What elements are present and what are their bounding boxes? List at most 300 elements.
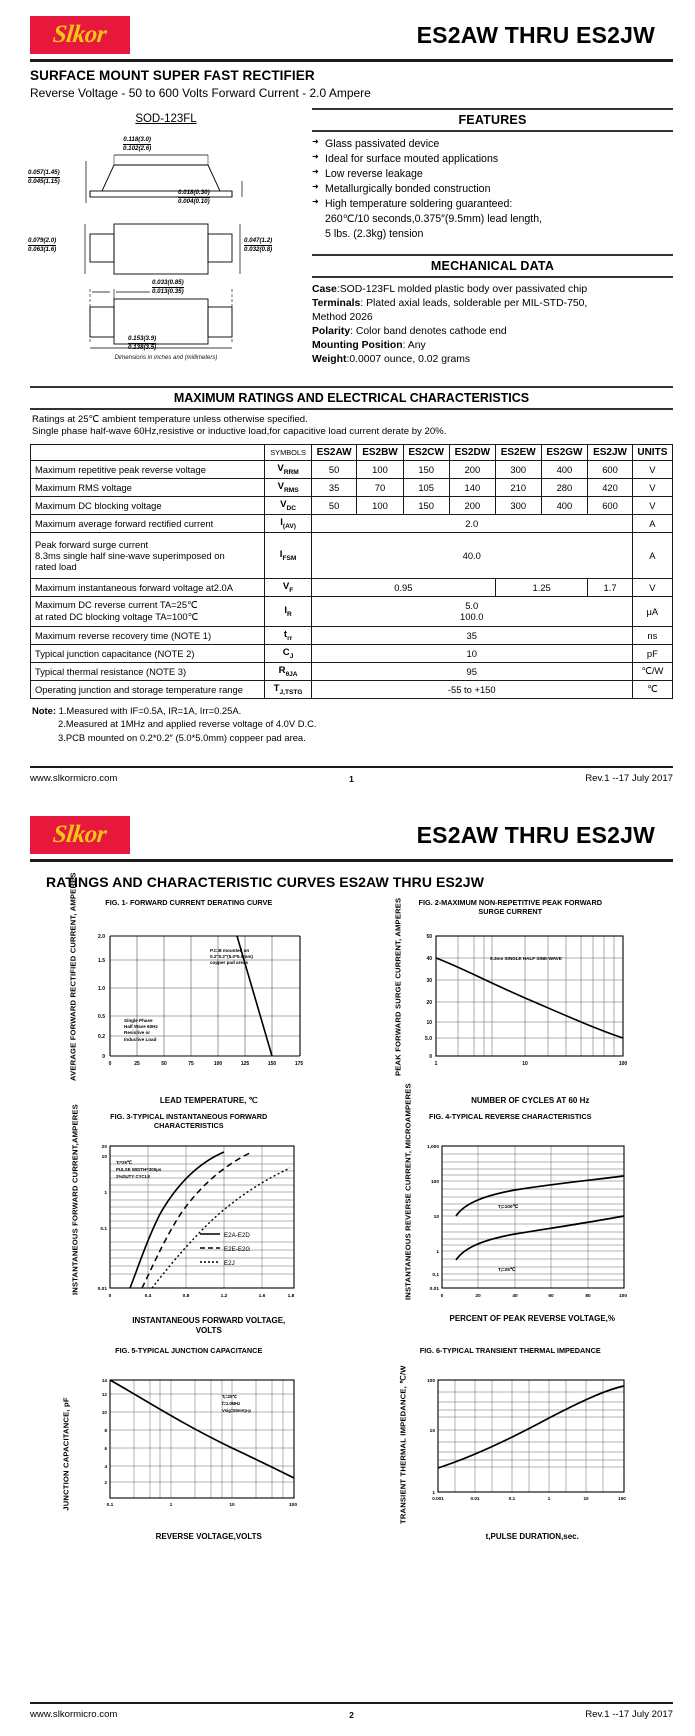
mechanical-row-value: :SOD-123FL molded plastic body over passivated chip	[336, 284, 588, 296]
ratings-table-body	[31, 461, 673, 698]
feature-subline: 260℃/10 seconds,0.375″(9.5mm) lead length,	[325, 213, 543, 226]
svg-text:100: 100	[288, 1503, 298, 1508]
svg-text:10: 10	[425, 1020, 432, 1026]
dim-pad-bot: 0.032(0.8)	[244, 245, 273, 253]
fig5-anno-0: Tⱼ=25℃	[222, 1394, 238, 1399]
fig6-title: FIG. 6-TYPICAL TRANSIENT THERMAL IMPEDANCE	[419, 1346, 601, 1355]
svg-text:1: 1	[434, 1061, 437, 1067]
mechanical-row-label: Mounting Position	[312, 340, 403, 352]
svg-text:1: 1	[547, 1496, 550, 1501]
top-content-columns	[0, 100, 695, 380]
fig4-anno-0: Tⱼ=100℃	[497, 1205, 518, 1210]
features-list	[312, 137, 673, 212]
symbol-subscript: FSM	[282, 554, 297, 562]
feature-item	[312, 137, 673, 152]
value-cell: 400	[541, 497, 588, 515]
svg-text:100: 100	[430, 1180, 439, 1185]
feature-subline: 5 lbs. (2.3kg) tension	[325, 228, 424, 241]
fig6-ylabel: TRANSIENT THERMAL IMPEDANCE, ℃/W	[398, 1365, 408, 1524]
unit-cell: ns	[632, 626, 672, 644]
table-row	[31, 579, 673, 597]
value-cell: 420	[588, 479, 632, 497]
parameter-name-cell: Typical thermal resistance (NOTE 3)	[31, 662, 265, 680]
features-subtext	[312, 212, 673, 242]
ratings-table	[30, 444, 673, 698]
svg-text:150: 150	[267, 1061, 277, 1067]
feature-item	[312, 182, 673, 197]
value-cell: 200	[449, 461, 495, 479]
symbol-cell: $I_{(AV)}$	[265, 515, 311, 533]
footer-revision-2: Rev.1 --17 July 2017	[585, 1709, 673, 1720]
footer-revision: Rev.1 --17 July 2017	[585, 773, 673, 784]
dim-gap-bot: 0.013(0.35)	[152, 287, 184, 295]
value-cell: 280	[541, 479, 588, 497]
symbol-cell: $V_{RRM}$	[265, 461, 311, 479]
parameter-name-cell: Maximum instantaneous forward voltage at2.0A	[31, 579, 265, 597]
page-title: ES2AW THRU ES2JW	[416, 21, 655, 48]
fig2-ylabel: PEAK FORWARD SURGE CURRENT, AMPERES	[393, 897, 403, 1076]
ratings-conditions	[30, 410, 673, 445]
parameter-name-cell	[31, 533, 265, 579]
page2-footer	[30, 1702, 673, 1721]
fig6-plot	[400, 1372, 650, 1520]
feature-item-label: Metallurgically bonded construction	[325, 183, 491, 196]
parameter-name-line: 8.3ms single half sine-wave superimposed on	[35, 550, 225, 561]
fig4-xlabel: PERCENT OF PEAK REVERSE VOLTAGE,%	[449, 1314, 615, 1323]
value-cell: 400	[541, 461, 588, 479]
table-row	[31, 497, 673, 515]
logo-text-2: Slkor	[52, 821, 109, 848]
svg-text:1: 1	[104, 1191, 107, 1196]
mechanical-row-label: Case	[312, 284, 337, 296]
specs-column	[312, 108, 673, 380]
notes-label: Note:	[32, 704, 59, 716]
parameter-name-cell: Typical junction capacitance (NOTE 2)	[31, 644, 265, 662]
symbol-subscript: rr	[287, 634, 293, 642]
value-cell: 50	[311, 461, 357, 479]
fig3-legend-2: E2J	[224, 1260, 235, 1267]
value-cell: 105	[403, 479, 449, 497]
symbol-cell: $t_{rr}$	[265, 626, 311, 644]
fig2-title: FIG. 2-MAXIMUM NON-REPETITIVE PEAK FORWARD SURGE CURRENT	[418, 898, 602, 917]
dim-bodyw-top: 0.079(2.0)	[28, 237, 57, 244]
svg-text:0.1: 0.1	[106, 1503, 114, 1508]
fig3-xlabel: INSTANTANEOUS FORWARD VOLTAGE, VOLTS	[132, 1316, 286, 1335]
mechanical-rows	[312, 283, 673, 367]
unit-cell: pF	[632, 644, 672, 662]
slkor-logo-2	[30, 816, 130, 854]
svg-text:100: 100	[618, 1294, 627, 1299]
symbol-subscript: J	[289, 652, 294, 660]
value-line: 5.0	[465, 600, 479, 612]
fig3-legend-0: E2A-E2D	[224, 1232, 250, 1239]
fig1-annotation-load: Single Phase Half Wave 60Hz Resistive or Inductive Load	[124, 1018, 158, 1042]
mechanical-row-label: Weight	[312, 354, 347, 366]
svg-text:0: 0	[428, 1054, 432, 1060]
note-line	[32, 731, 673, 745]
mechanical-heading: MECHANICAL DATA	[312, 254, 673, 278]
parameter-name-line: Maximum DC reverse current TA=25℃	[35, 599, 198, 611]
svg-text:1: 1	[431, 1491, 435, 1496]
product-specline: Reverse Voltage - 50 to 600 Volts Forward Current - 2.0 Ampere	[30, 86, 371, 100]
svg-text:0.8: 0.8	[182, 1294, 190, 1299]
fig3-anno-0: Tⱼ=25℃	[116, 1160, 132, 1165]
dim-lead-thk-top: 0.018(0.30)	[178, 189, 210, 196]
value-cell: 35	[311, 479, 357, 497]
svg-text:175: 175	[294, 1061, 304, 1067]
bullet-icon: ➜	[312, 137, 319, 146]
svg-text:2.0: 2.0	[98, 934, 105, 940]
ratings-header-row	[31, 445, 673, 461]
svg-text:20: 20	[101, 1145, 107, 1150]
svg-text:0.2: 0.2	[98, 1034, 105, 1040]
note-line	[32, 717, 673, 731]
part-header-cell: ES2JW	[588, 445, 632, 461]
value-cell: 300	[495, 497, 541, 515]
symbol-cell: $I_R$	[265, 596, 311, 626]
svg-text:75: 75	[188, 1061, 194, 1067]
chart-fig5	[28, 1346, 350, 1546]
svg-text:1.2: 1.2	[220, 1294, 228, 1299]
unit-cell: ℃/W	[632, 662, 672, 680]
table-row	[31, 596, 673, 626]
value-cell: 1.25	[495, 579, 587, 597]
footer-website[interactable]: www.slkormicro.com	[30, 773, 118, 784]
ratings-condition-line: Single phase half-wave 60Hz,resistive or inductive load,for capacitive load current derate by 20%.	[32, 426, 447, 438]
part-header-cell: ES2DW	[449, 445, 495, 461]
svg-text:10: 10	[521, 1061, 528, 1067]
fig1-ylabel: AVERAGE FORWARD RECTIFIED CURRENT, AMPERES	[68, 872, 78, 1081]
slkor-logo	[30, 16, 130, 54]
datasheet-page-1	[0, 0, 695, 800]
dim-len-bot: 0.138(3.5)	[128, 343, 157, 351]
symbol-subscript: J,TSTG	[279, 688, 303, 696]
table-row	[31, 533, 673, 579]
fig2-plot	[398, 926, 643, 1076]
page-header	[0, 0, 695, 56]
svg-text:60: 60	[547, 1294, 554, 1299]
svg-text:6: 6	[104, 1446, 107, 1451]
value-cell: 150	[403, 497, 449, 515]
dim-width-top: 0.118(3.0)	[123, 136, 151, 143]
fig1-title: FIG. 1- FORWARD CURRENT DERATING CURVE	[105, 898, 273, 907]
unit-cell: V	[632, 579, 672, 597]
features-section	[312, 108, 673, 242]
svg-text:8: 8	[104, 1428, 107, 1433]
unit-cell: V	[632, 461, 672, 479]
feature-item	[312, 152, 673, 167]
fig3-legend-1: E2E-E2G	[224, 1246, 251, 1253]
package-diagram	[30, 129, 302, 354]
svg-text:100: 100	[426, 1379, 435, 1384]
fig6-xlabel: t,PULSE DURATION,sec.	[485, 1532, 579, 1541]
value-line: 100.0	[460, 611, 484, 623]
fig3-anno-1: PULSE WIDTH=300μs	[116, 1167, 162, 1172]
feature-item	[312, 167, 673, 182]
svg-text:0.1: 0.1	[100, 1227, 107, 1232]
value-cell: 210	[495, 479, 541, 497]
mechanical-row-label: Terminals	[312, 298, 361, 310]
parameter-name-cell: Maximum reverse recovery time (NOTE 1)	[31, 626, 265, 644]
svg-text:0.5: 0.5	[98, 1014, 105, 1020]
footer-page-number-2: 2	[349, 1709, 354, 1720]
value-cell	[311, 596, 632, 626]
svg-text:0.01: 0.01	[97, 1287, 107, 1292]
symbol-subscript: (AV)	[282, 523, 296, 530]
product-subtitle: SURFACE MOUNT SUPER FAST RECTIFIER	[30, 68, 315, 83]
value-cell: 150	[403, 461, 449, 479]
units-header-cell: UNITS	[632, 445, 672, 461]
svg-text:0: 0	[102, 1054, 105, 1060]
svg-text:4: 4	[104, 1464, 107, 1469]
svg-text:40: 40	[511, 1294, 518, 1299]
fig4-anno-1: Tⱼ=25℃	[497, 1268, 515, 1273]
fig3-anno-2: 2%DUTY CYCLE	[116, 1174, 151, 1179]
mechanical-row-value: : Color band denotes cathode end	[350, 326, 507, 338]
bullet-icon: ➜	[312, 152, 319, 162]
chart-fig6	[350, 1346, 672, 1546]
svg-text:10: 10	[101, 1155, 107, 1160]
unit-cell: V	[632, 497, 672, 515]
mechanical-row-value: : Any	[402, 340, 426, 352]
dim-pad-top: 0.047(1.2)	[244, 237, 273, 244]
svg-text:20: 20	[425, 1000, 432, 1006]
feature-item-label: Low reverse leakage	[325, 168, 423, 181]
page2-header	[0, 800, 695, 856]
feature-item-label: Ideal for surface mouted applications	[325, 153, 499, 166]
feature-item-label: High temperature soldering guaranteed:	[325, 198, 513, 211]
bullet-icon: ➜	[312, 182, 319, 192]
parameter-name-cell: Maximum RMS voltage	[31, 479, 265, 497]
symbol-cell: $I_{FSM}$	[265, 533, 311, 579]
value-cell: 50	[311, 497, 357, 515]
symbol-subscript: RRM	[283, 469, 299, 477]
value-cell: -55 to +150	[311, 680, 632, 698]
dim-bodyw-bot: 0.063(1.6)	[28, 245, 57, 253]
curves-heading: RATINGS AND CHARACTERISTIC CURVES ES2AW THRU ES2JW	[46, 874, 485, 890]
svg-text:0: 0	[108, 1061, 112, 1067]
svg-text:1.0: 1.0	[98, 986, 105, 992]
fig5-anno-1: f=1.0MHz	[222, 1401, 241, 1406]
dim-lead-thk-bot: 0.004(0.10)	[178, 197, 210, 205]
symbol-cell: $T_{J,TSTG}$	[265, 680, 311, 698]
value-cell: 200	[449, 497, 495, 515]
footer-website-2[interactable]: www.slkormicro.com	[30, 1709, 118, 1720]
feature-item-label: Glass passivated device	[325, 138, 440, 150]
chart-fig3	[28, 1103, 350, 1342]
svg-text:10: 10	[582, 1496, 589, 1501]
fig2-annotation: 8.3ms SINGLE HALF SINE-WAVE	[489, 956, 562, 961]
part-header-cell: ES2CW	[403, 445, 449, 461]
value-cell: 35	[311, 626, 632, 644]
feature-item	[312, 197, 673, 212]
svg-text:1,000: 1,000	[426, 1145, 439, 1150]
svg-text:1.5: 1.5	[98, 958, 105, 964]
value-cell: 100	[357, 497, 403, 515]
symbol-cell: $C_J$	[265, 644, 311, 662]
svg-text:10: 10	[101, 1410, 107, 1415]
svg-text:50: 50	[161, 1061, 167, 1067]
fig2-xlabel: NUMBER OF CYCLES AT 60 Hz	[471, 1096, 590, 1105]
svg-text:30: 30	[425, 978, 432, 984]
fig4-title: FIG. 4-TYPICAL REVERSE CHARACTERISTICS	[429, 1112, 592, 1121]
fig4-ylabel: INSTANTANEOUS REVERSE CURRENT, MICROAMPERES	[403, 1082, 413, 1300]
svg-text:0.001: 0.001	[431, 1496, 444, 1501]
table-row	[31, 626, 673, 644]
mechanical-section	[312, 254, 673, 367]
table-row	[31, 461, 673, 479]
svg-text:12: 12	[101, 1392, 107, 1397]
svg-text:100: 100	[618, 1061, 627, 1067]
note-text: 2.Measured at 1MHz and applied reverse voltage of 4.0V D.C.	[58, 718, 317, 730]
svg-text:125: 125	[240, 1061, 250, 1067]
dim-len-top: 0.153(3.9)	[128, 335, 157, 342]
value-cell: 100	[357, 461, 403, 479]
svg-text:1.8: 1.8	[287, 1294, 295, 1299]
parameter-header-cell	[31, 445, 265, 461]
value-cell: 10	[311, 644, 632, 662]
symbol-subscript: DC	[286, 505, 297, 513]
part-header-cell: ES2BW	[357, 445, 403, 461]
unit-cell: ℃	[632, 680, 672, 698]
parameter-name-cell: Maximum average forward rectified current	[31, 515, 265, 533]
svg-text:14: 14	[101, 1378, 107, 1383]
page1-footer	[30, 766, 673, 785]
symbol-cell: $V_{RMS}$	[265, 479, 311, 497]
unit-cell: A	[632, 533, 672, 579]
value-cell: 1.7	[588, 579, 632, 597]
parameter-name-line: Peak forward surge current	[35, 539, 149, 550]
note-line	[32, 704, 673, 718]
svg-text:25: 25	[134, 1061, 140, 1067]
fig1-plot	[70, 926, 320, 1076]
mechanical-row	[312, 297, 673, 311]
dim-gap-top: 0.033(0.85)	[152, 279, 184, 286]
package-drawing-column	[30, 108, 302, 380]
symbol-subscript: R	[287, 610, 292, 618]
svg-text:2: 2	[104, 1480, 107, 1485]
parameter-name-cell: Maximum DC blocking voltage	[31, 497, 265, 515]
symbol-cell: $R_{\theta JA}$	[265, 662, 311, 680]
mechanical-row	[312, 325, 673, 339]
value-cell: 95	[311, 662, 632, 680]
datasheet-page-2	[0, 800, 695, 1736]
table-row	[31, 644, 673, 662]
svg-text:1: 1	[169, 1503, 173, 1508]
table-row	[31, 479, 673, 497]
footer-page-number: 1	[349, 773, 354, 784]
value-cell: 40.0	[311, 533, 632, 579]
svg-text:1.6: 1.6	[258, 1294, 266, 1299]
svg-text:10: 10	[429, 1429, 435, 1434]
svg-text:0.01: 0.01	[470, 1496, 479, 1501]
svg-text:0.4: 0.4	[144, 1294, 152, 1299]
fig5-title: FIG. 5-TYPICAL JUNCTION CAPACITANCE	[115, 1346, 263, 1355]
parameter-name-cell	[31, 596, 265, 626]
part-header-cell: ES2EW	[495, 445, 541, 461]
symbol-cell: $V_{DC}$	[265, 497, 311, 515]
parameter-name-line: at rated DC blocking voltage TA=100℃	[35, 611, 199, 623]
value-cell: 0.95	[311, 579, 495, 597]
features-heading: FEATURES	[312, 108, 673, 132]
svg-text:100: 100	[617, 1496, 626, 1501]
svg-text:100: 100	[213, 1061, 223, 1067]
svg-text:10: 10	[229, 1503, 235, 1508]
fig5-xlabel: REVERSE VOLTAGE,VOLTS	[155, 1532, 262, 1541]
ratings-heading: MAXIMUM RATINGS AND ELECTRICAL CHARACTERISTICS	[30, 386, 673, 410]
mechanical-row	[312, 311, 673, 325]
mechanical-row	[312, 339, 673, 353]
mechanical-row-label: Polarity	[312, 326, 351, 338]
fig5-ylabel: JUNCTION CAPACITANCE, pF	[61, 1397, 71, 1511]
note-text: 1.Measured with IF=0.5A, IR=1A, Irr=0.25A.	[58, 704, 242, 716]
table-row	[31, 662, 673, 680]
dimension-note: Dimensions in inches and (millimeters)	[114, 355, 218, 361]
svg-text:50: 50	[425, 934, 432, 940]
bullet-icon: ➜	[312, 197, 319, 207]
value-cell: 140	[449, 479, 495, 497]
value-cell: 70	[357, 479, 403, 497]
parameter-name-cell: Operating junction and storage temperature range	[31, 680, 265, 698]
fig5-plot	[72, 1372, 322, 1520]
svg-text:0: 0	[440, 1294, 443, 1299]
value-cell: 2.0	[311, 515, 632, 533]
dim-height-bot: 0.045(1.15)	[28, 177, 60, 185]
symbol-subscript: RMS	[283, 487, 299, 495]
svg-text:0.01: 0.01	[429, 1287, 439, 1292]
unit-cell: V	[632, 479, 672, 497]
value-cell: 600	[588, 497, 632, 515]
svg-text:0: 0	[108, 1294, 112, 1299]
svg-text:1: 1	[435, 1250, 439, 1255]
package-name: SOD-123FL	[135, 113, 197, 125]
ratings-section	[30, 386, 673, 745]
fig3-title: FIG. 3-TYPICAL INSTANTANEOUS FORWARD CHARACTERISTICS	[110, 1112, 268, 1131]
svg-text:80: 80	[584, 1294, 591, 1299]
value-cell: 300	[495, 461, 541, 479]
mechanical-row-value: : Plated axial leads, solderable per MIL-STD-750,	[360, 298, 588, 310]
chart-fig2	[350, 898, 672, 1108]
unit-cell: A	[632, 515, 672, 533]
bullet-icon: ➜	[312, 167, 319, 177]
svg-text:5.0: 5.0	[424, 1036, 432, 1042]
part-header-cell: ES2GW	[541, 445, 588, 461]
mechanical-row-value: :0.0007 ounce, 0.02 grams	[346, 354, 471, 366]
fig1-annotation-pcb: P.C.B mounted on 0.2″0.2″(5.0*5.0mm) copper pad areas	[210, 948, 253, 966]
dim-width-bot: 0.102(2.6)	[123, 144, 152, 152]
fig1-xlabel: LEAD TEMPERATURE, ℃	[159, 1096, 258, 1105]
mechanical-row	[312, 353, 673, 367]
parameter-name-line: rated load	[35, 561, 77, 572]
symbol-cell: $V_F$	[265, 579, 311, 597]
table-row	[31, 680, 673, 698]
unit-cell: μA	[632, 596, 672, 626]
parameter-name-cell: Maximum repetitive peak reverse voltage	[31, 461, 265, 479]
svg-text:20: 20	[474, 1294, 481, 1299]
mechanical-row	[312, 283, 673, 297]
svg-text:0.1: 0.1	[431, 1273, 439, 1278]
mechanical-row-value: Method 2026	[312, 312, 373, 324]
svg-text:40: 40	[425, 956, 432, 962]
symbol-subscript: F	[289, 586, 294, 594]
fig5-anno-2: Vsig=50mVp-p	[222, 1408, 251, 1413]
svg-text:10: 10	[433, 1215, 439, 1220]
fig3-ylabel: INSTANTANEOUS FORWARD CURRENT,AMPERES	[70, 1103, 80, 1295]
ratings-condition-line: Ratings at 25℃ ambient temperature unless otherwise specified.	[32, 413, 308, 425]
ratings-table-head	[31, 445, 673, 461]
ratings-notes	[32, 704, 673, 745]
dim-height-top: 0.057(1.45)	[28, 169, 60, 176]
